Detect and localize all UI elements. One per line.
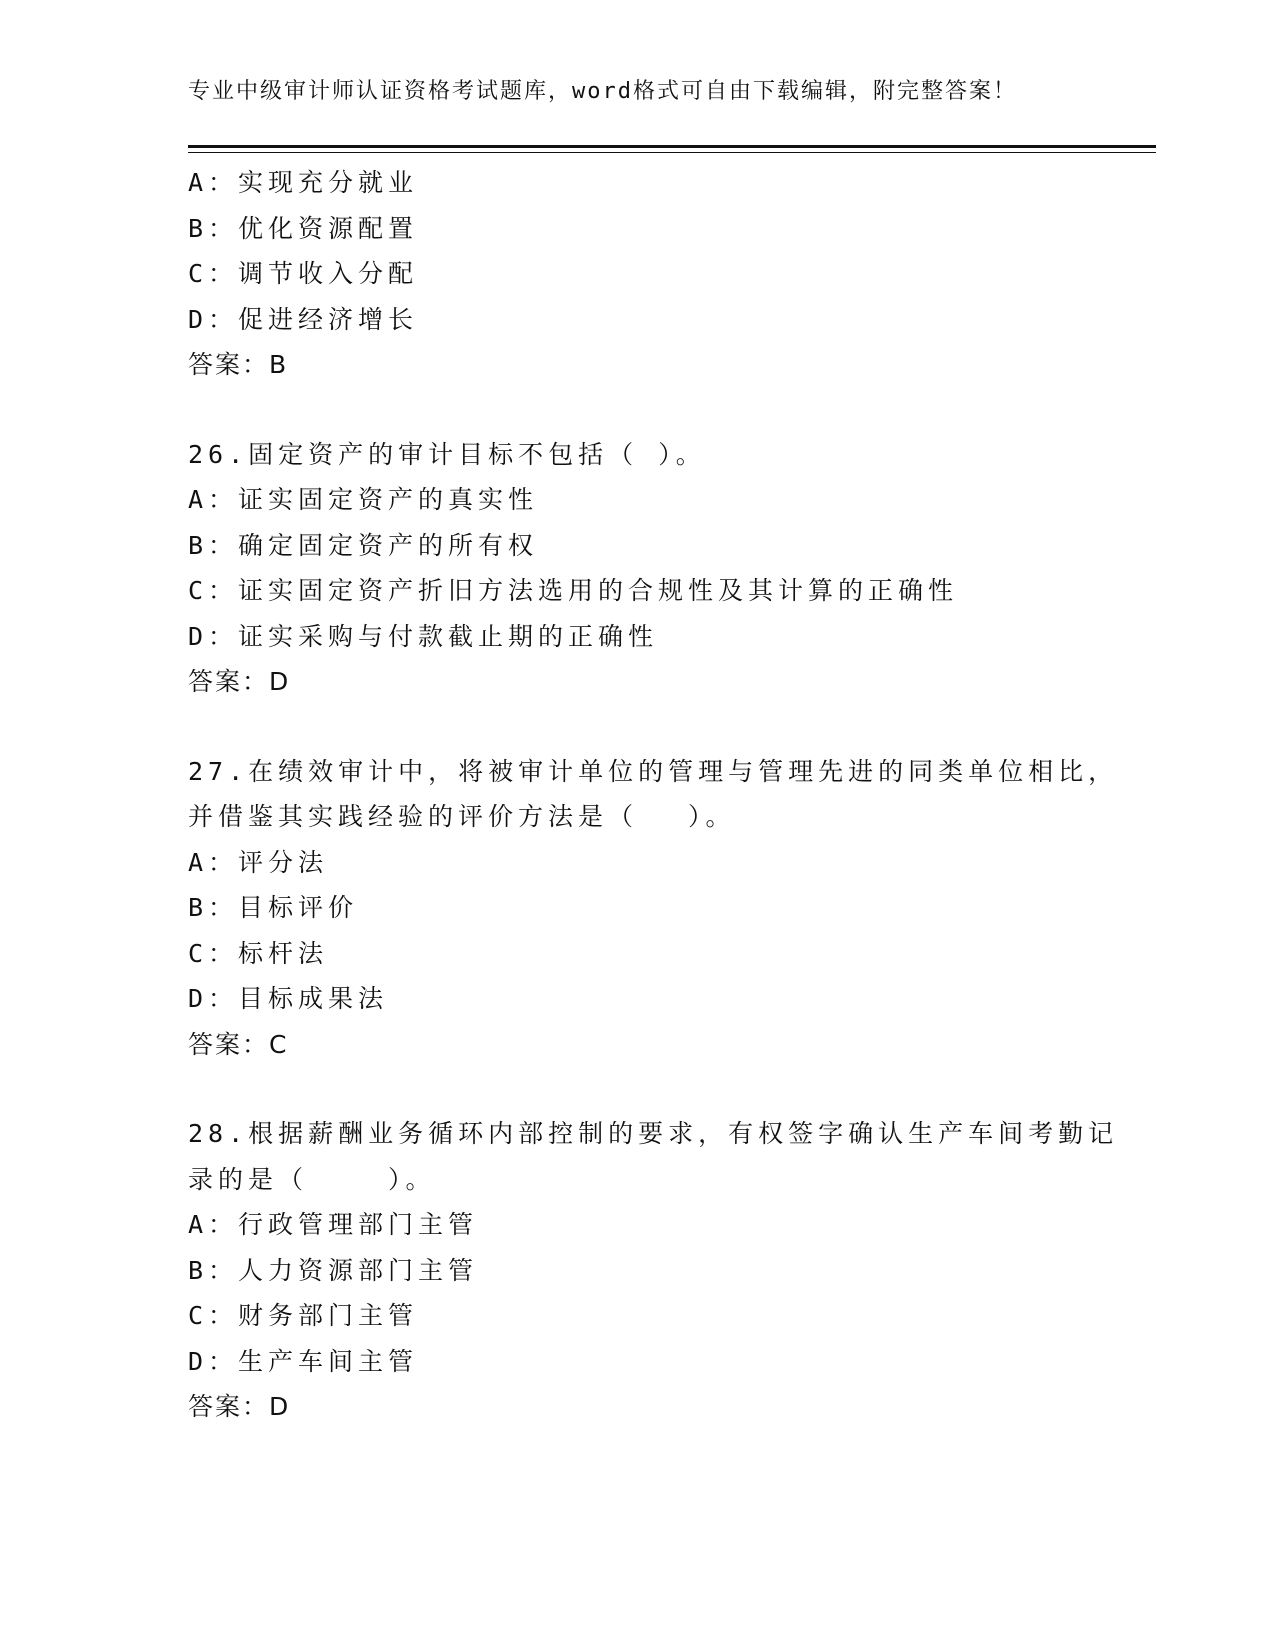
option-a: A：证实固定资产的真实性: [188, 485, 539, 514]
question-text: 27.在绩效审计中，将被审计单位的管理与管理先进的同类单位相比，: [188, 756, 1119, 786]
answer: 答案：C: [188, 1029, 289, 1059]
answer: 答案：B: [188, 350, 289, 379]
question-text-continued: 并借鉴其实践经验的评价方法是（ ）。: [188, 802, 736, 831]
option-a: A：行政管理部门主管: [188, 1210, 479, 1239]
option-c: C：证实固定资产折旧方法选用的合规性及其计算的正确性: [188, 576, 959, 605]
option-a: A：实现充分就业: [188, 168, 419, 197]
question-text: 28.根据薪酬业务循环内部控制的要求，有权签字确认生产车间考勤记: [188, 1119, 1119, 1148]
question-text: 26.固定资产的审计目标不包括（ ）。: [188, 439, 706, 469]
answer: 答案：D: [188, 1392, 291, 1421]
option-c: C：标杆法: [188, 938, 329, 968]
spacer: [188, 705, 1138, 749]
spacer: [188, 388, 1138, 432]
question-block-27: [188, 749, 1138, 1068]
option-c: C：调节收入分配: [188, 259, 419, 288]
question-block-26: [188, 432, 1138, 705]
option-a: A：评分法: [188, 847, 329, 877]
header-rule-thin: [188, 152, 1156, 153]
header-rule-thick: [188, 145, 1156, 148]
question-block-25: [188, 160, 1138, 388]
spacer: [188, 1067, 1138, 1111]
question-list: [188, 160, 1138, 1430]
option-d: D：生产车间主管: [188, 1346, 419, 1376]
question-block-28: [188, 1111, 1138, 1430]
page-header: 专业中级审计师认证资格考试题库，word格式可自由下载编辑，附完整答案！: [188, 79, 1017, 104]
answer: 答案：D: [188, 667, 291, 696]
option-d: D：目标成果法: [188, 984, 389, 1013]
option-b: B：优化资源配置: [188, 213, 419, 243]
option-b: B：确定固定资产的所有权: [188, 530, 539, 560]
option-d: D：促进经济增长: [188, 304, 419, 334]
option-b: B：人力资源部门主管: [188, 1255, 479, 1285]
option-b: B：目标评价: [188, 893, 359, 922]
option-d: D：证实采购与付款截止期的正确性: [188, 621, 659, 651]
question-text-continued: 录的是（ ）。: [188, 1164, 436, 1194]
option-c: C：财务部门主管: [188, 1301, 419, 1330]
